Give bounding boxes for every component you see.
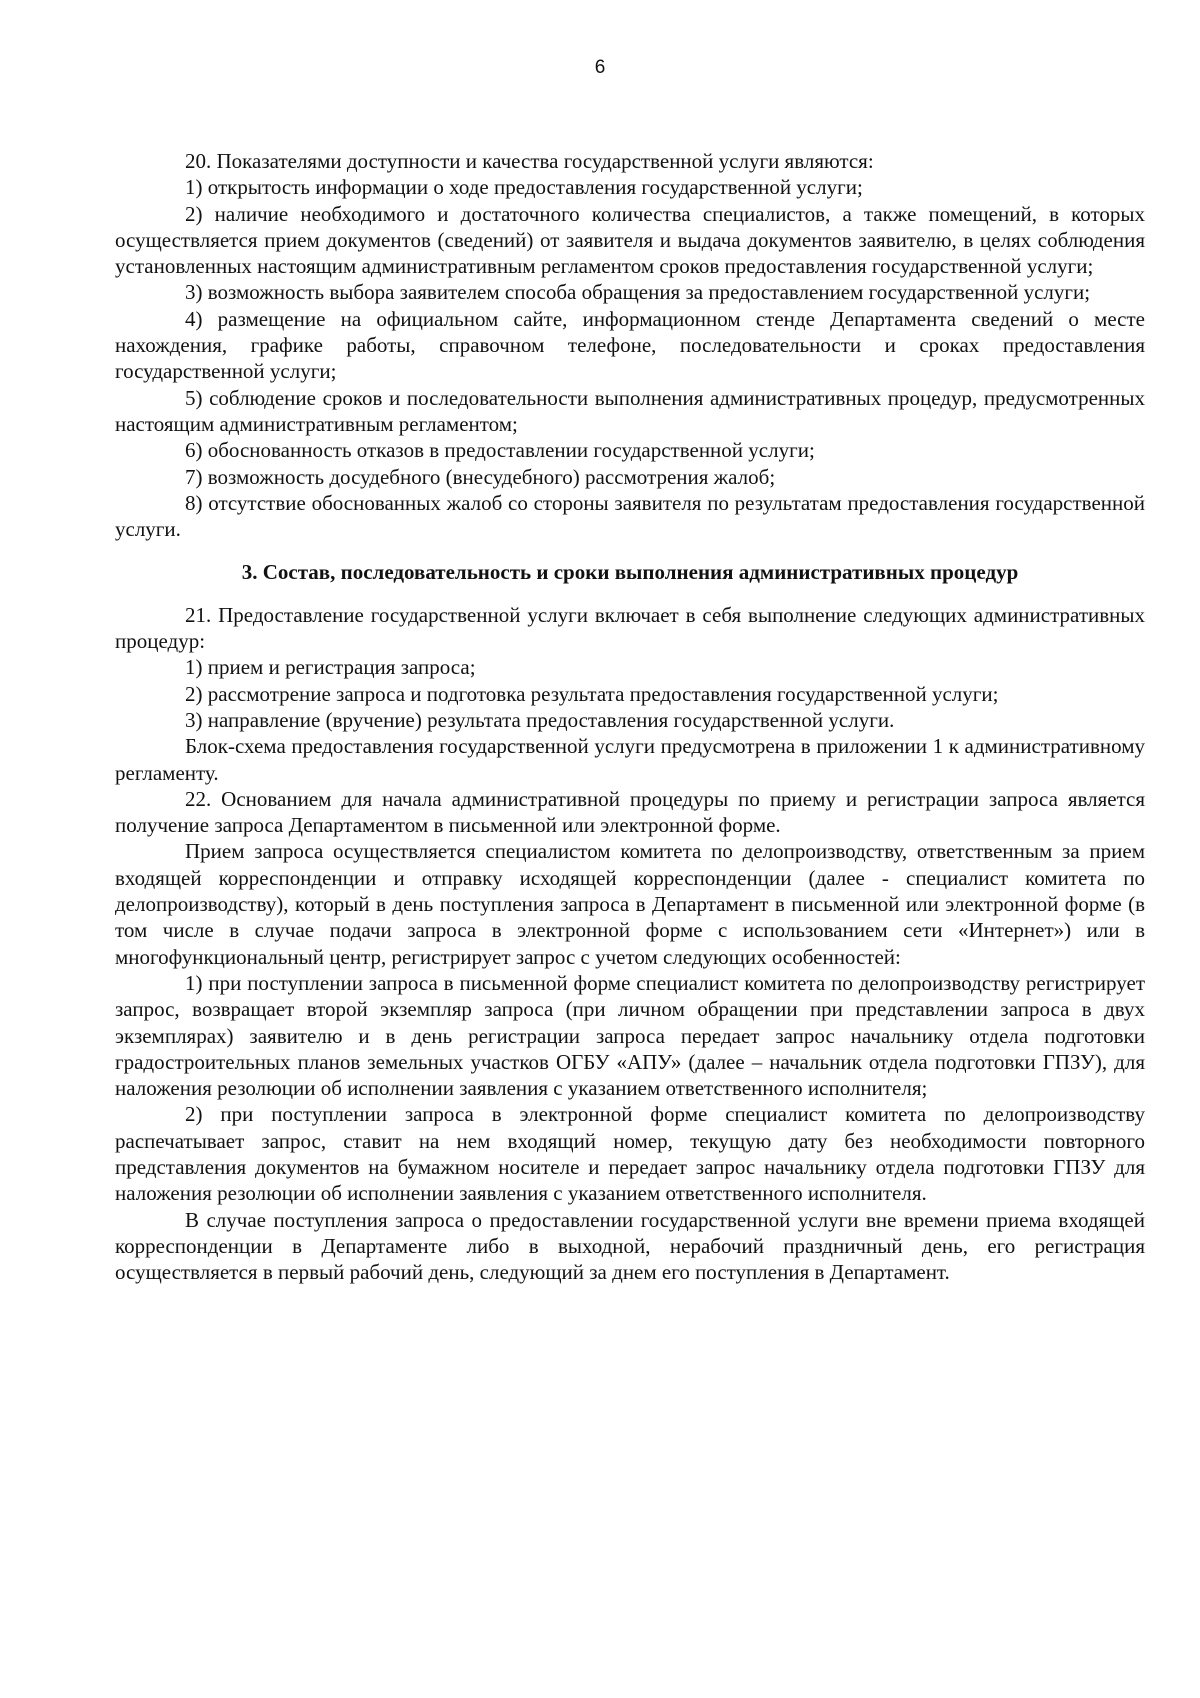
list-item-electronic-form: 2) при поступлении запроса в электронной форме специалист комитета по делопроизводству распечатывает запрос, ставит на нем входящий номер, текущую дату без необходимости повторного представления документов на бумажном носителе и передает запрос начальнику отдела подготовки ГПЗУ для наложения резолюции об исполнении заявления с указанием ответственного исполнителя. [115,1102,1145,1206]
list-item-pretrial-appeal: 7) возможность досудебного (внесудебного) рассмотрения жалоб; [185,464,776,489]
document-body [115,148,1145,1285]
paragraph-20-intro: 20. Показателями доступности и качества государственной услуги являются: [185,149,874,173]
list-item-deadlines: 5) соблюдение сроков и последовательности выполнения административных процедур, предусмотренных настоящим административным регламентом; [115,385,1145,436]
page-number: 6 [594,57,606,78]
section-heading: 3. Состав, последовательность и сроки выполнения административных процедур [241,560,1019,585]
paragraph-block-diagram: Блок-схема предоставления государственной услуги предусмотрена в приложении 1 к административному регламенту. [115,734,1145,785]
procedure-item-reception: 1) прием и регистрация запроса; [185,655,476,680]
list-item-specialists: 2) наличие необходимого и достаточного количества специалистов, а также помещений, в которых осуществляется прием документов (сведений) от заявителя и выдача документов заявителю, в целях соблюдения установленных настоящим административным регламентом сроков предоставления государственной услуги; [115,201,1145,279]
list-item-no-complaints: 8) отсутствие обоснованных жалоб со стороны заявителя по результатам предоставления государственной услуги. [115,490,1145,542]
paragraph-21-intro: 21. Предоставление государственной услуги включает в себя выполнение следующих административных процедур: [115,602,1145,654]
paragraph-reception-specialist: Прием запроса осуществляется специалистом комитета по делопроизводству, ответственным за прием входящей корреспонденции и отправку исходящей корреспонденции (далее - специалист комитета по делопроизводству), который в день поступления запроса в Департамент в письменной или электронной форме (в том числе в случае подачи запроса в электронной форме с использованием сети «Интернет») или в многофункциональный центр, регистрирует запрос с учетом следующих особенностей: [115,839,1145,969]
list-item-choice-of-method: 3) возможность выбора заявителем способа обращения за предоставлением государственной услуги; [185,280,1091,305]
list-item-openness: 1) открытость информации о ходе предоставления государственной услуги; [185,175,863,200]
list-item-written-form: 1) при поступлении запроса в письменной форме специалист комитета по делопроизводству регистрирует запрос, возвращает второй экземпляр запроса (при личном обращении при представлении запроса в двух экземплярах) заявителю и в день регистрации запроса передает запрос начальнику отдела подготовки градостроительных планов земельных участков ОГБУ «АПУ» (далее – начальник отдела подготовки ГПЗУ), для наложения резолюции об исполнении заявления с указанием ответственного исполнителя; [115,970,1145,1101]
list-item-website-info: 4) размещение на официальном сайте, информационном стенде Департамента сведений о месте нахождения, графике работы, справочном телефоне, последовательности и сроках предоставления государственной услуги; [115,306,1145,384]
procedure-item-delivery: 3) направление (вручение) результата предоставления государственной услуги. [185,707,895,732]
list-item-refusals: 6) обоснованность отказов в предоставлении государственной услуги; [185,438,815,463]
procedure-item-review: 2) рассмотрение запроса и подготовка результата предоставления государственной услуги; [185,681,999,706]
paragraph-off-hours: В случае поступления запроса о предоставлении государственной услуги вне времени приема входящей корреспонденции в Департаменте либо в выходной, нерабочий праздничный день, его регистрация осуществляется в первый рабочий день, следующий за днем его поступления в Департамент. [115,1207,1145,1285]
paragraph-22-basis: 22. Основанием для начала административной процедуры по приему и регистрации запроса является получение запроса Департаментом в письменной или электронной форме. [115,786,1145,838]
